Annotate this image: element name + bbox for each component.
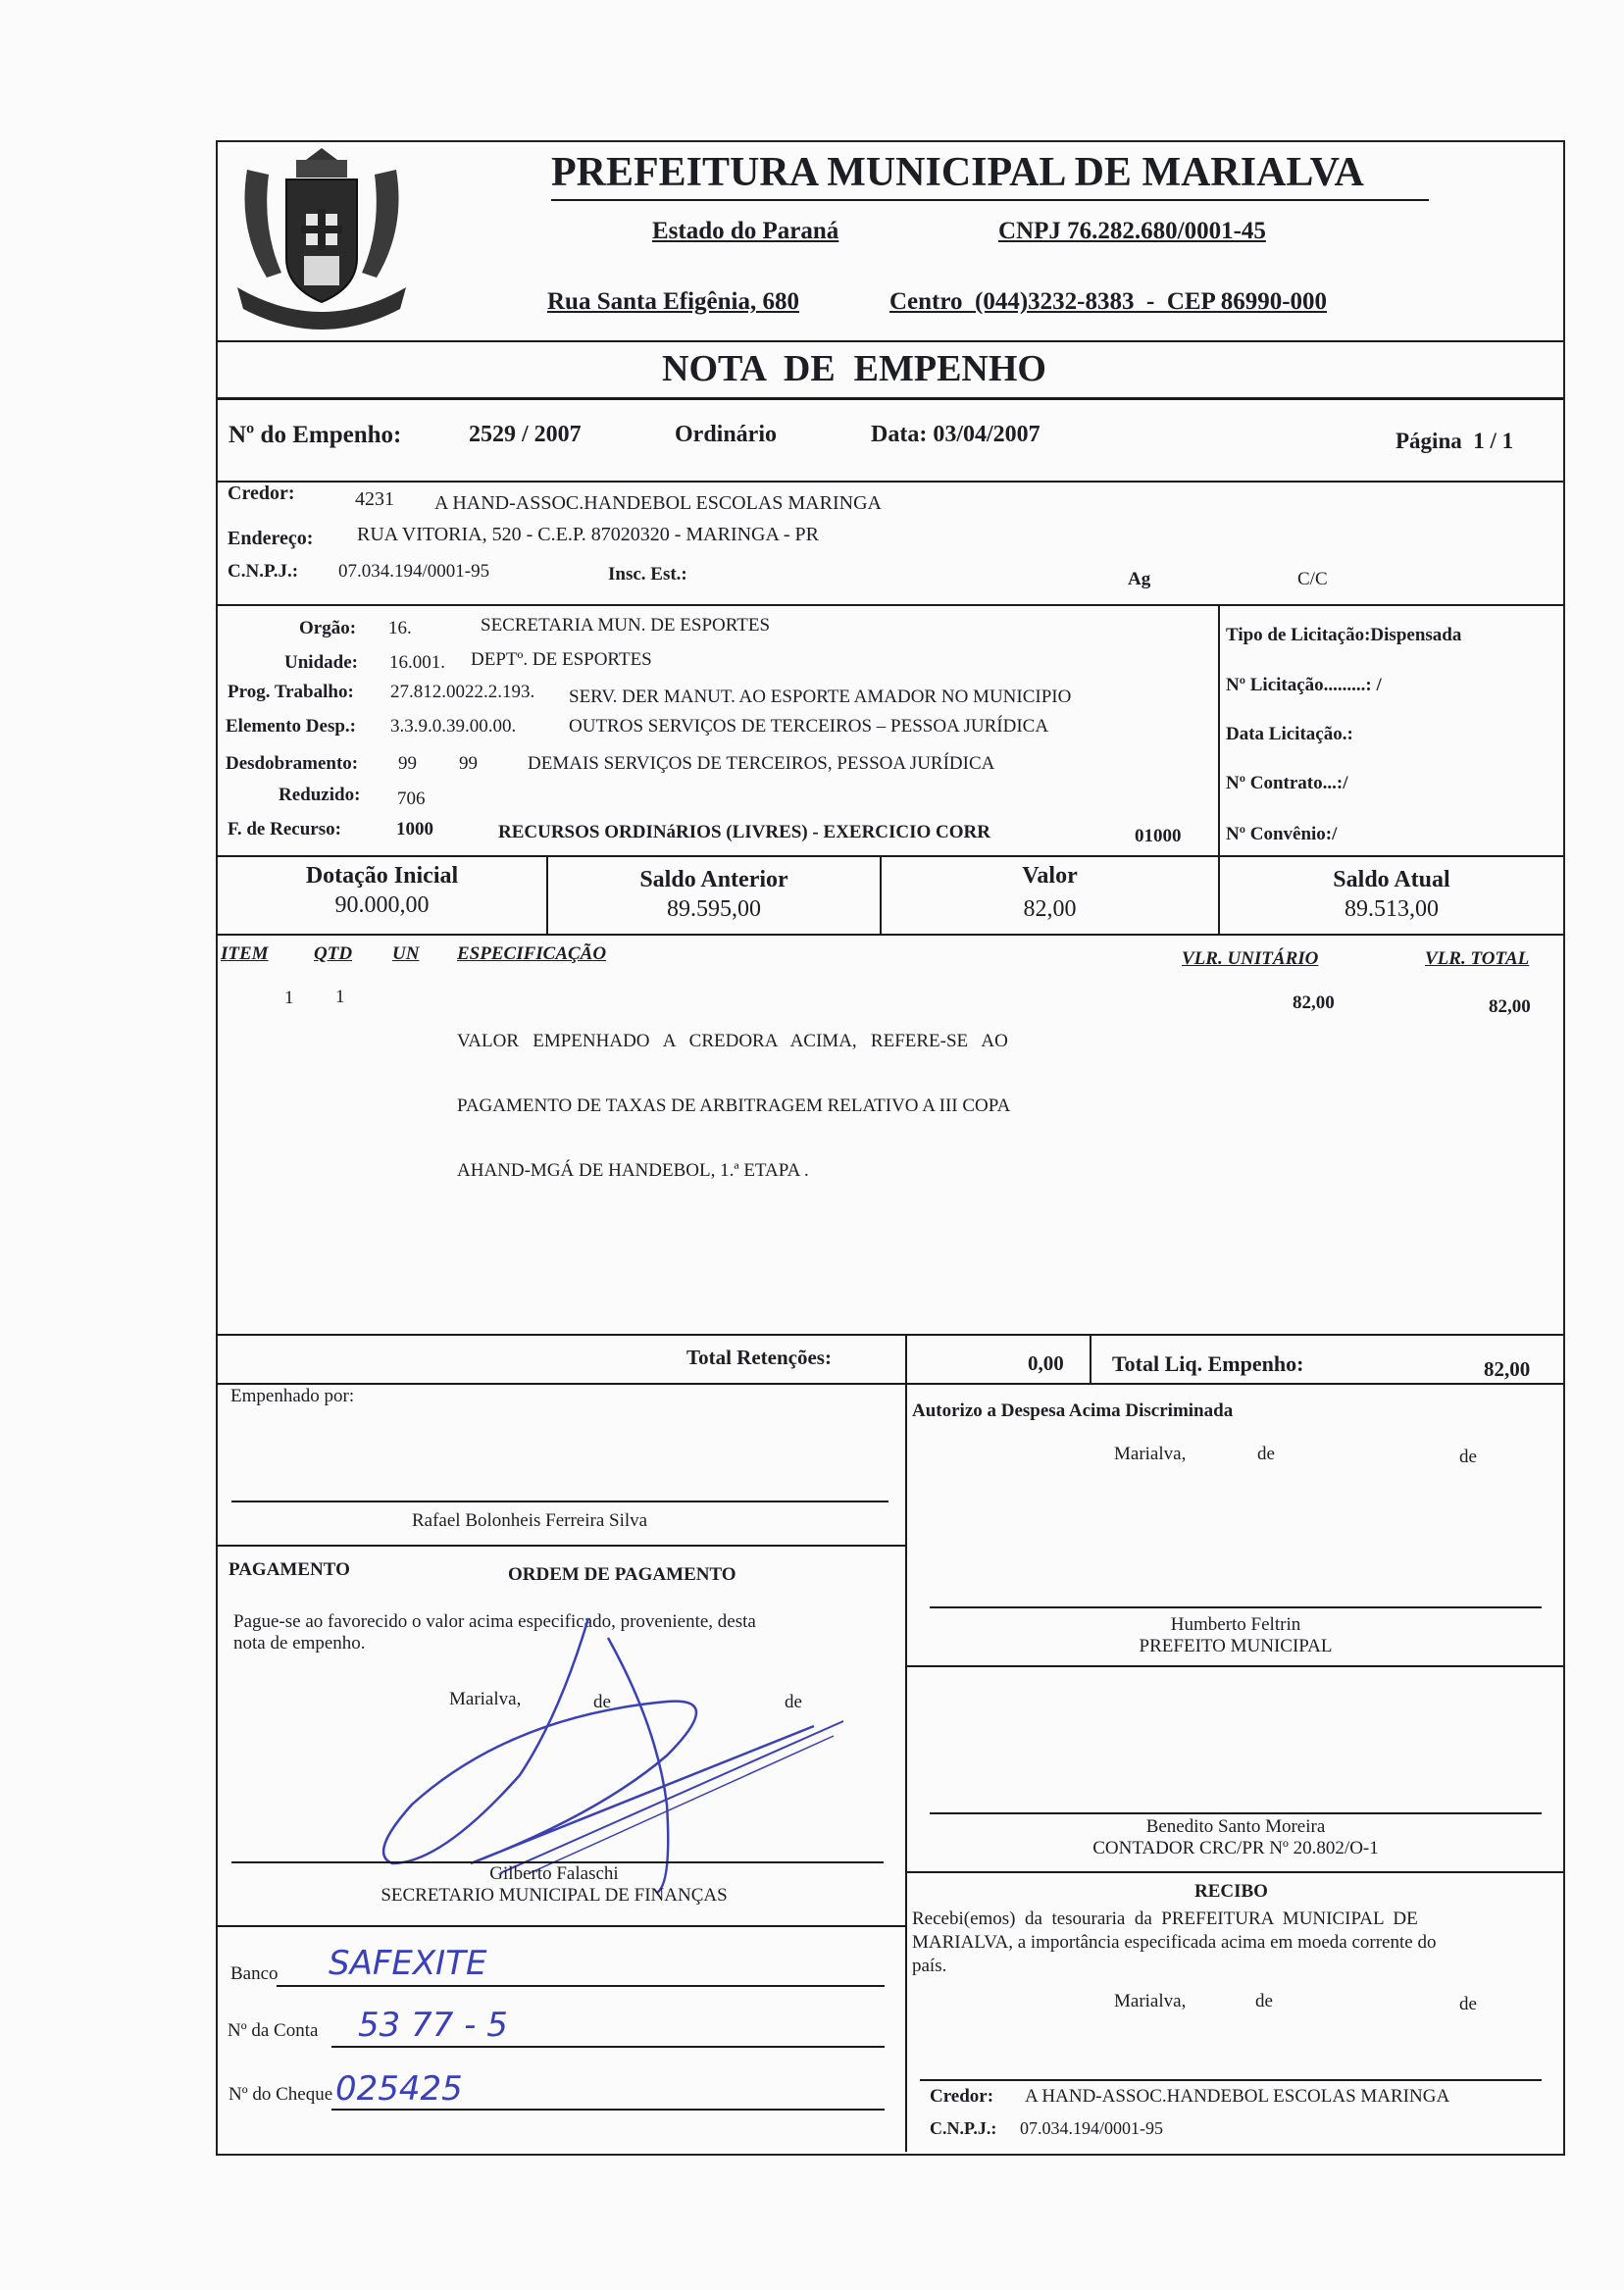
conta-value: 53 77 - 5 <box>358 2006 508 2045</box>
dotacao-inicial-value: 90.000,00 <box>334 892 430 918</box>
col-header-vlr-total: VLR. TOTAL <box>1425 948 1530 969</box>
secretario-cargo: SECRETARIO MUNICIPAL DE FINANÇAS <box>381 1885 728 1906</box>
recibo-cnpj: 07.034.194/0001-95 <box>1020 2118 1163 2138</box>
credor-code: 4231 <box>355 488 394 510</box>
coat-of-arms-emblem <box>228 140 416 332</box>
elemento-code: 3.3.9.0.39.00.00. <box>390 716 517 737</box>
ordem-pagamento-label: ORDEM DE PAGAMENTO <box>508 1564 736 1585</box>
divider <box>216 1334 1563 1336</box>
recibo-local: Marialva, <box>1114 1991 1187 2011</box>
reduzido-label: Reduzido: <box>279 785 361 805</box>
page-number: Página 1 / 1 <box>1396 429 1514 453</box>
title-underline <box>551 199 1429 201</box>
numero-licitacao: Nº Licitação.........: / <box>1226 675 1382 695</box>
credor-name: A HAND-ASSOC.HANDEBOL ESCOLAS MARINGA <box>434 492 882 514</box>
contador-cargo: CONTADOR CRC/PR Nº 20.802/O-1 <box>1092 1838 1379 1858</box>
prefeito-cargo: PREFEITO MUNICIPAL <box>1139 1636 1333 1656</box>
recibo-credor-label: Credor: <box>930 2086 994 2107</box>
orgao-name: SECRETARIA MUN. DE ESPORTES <box>481 615 771 636</box>
recibo-texto-line1: Recebi(emos) da tesouraria da PREFEITURA MUNICIPAL DE <box>912 1908 1418 1929</box>
empenho-number-label: Nº do Empenho: <box>228 422 402 448</box>
conta-line <box>331 2046 885 2048</box>
fonte-recurso-code: 1000 <box>396 819 433 840</box>
reduzido-value: 706 <box>397 789 426 809</box>
numero-convenio: Nº Convênio:/ <box>1226 824 1338 844</box>
row-qtd: 1 <box>335 987 345 1007</box>
unidade-code: 16.001. <box>389 652 445 673</box>
document-title: NOTA DE EMPENHO <box>662 348 1046 389</box>
fonte-recurso-code2: 01000 <box>1135 826 1182 846</box>
desdobramento-label: Desdobramento: <box>226 753 359 774</box>
data-licitacao: Data Licitação.: <box>1226 724 1353 744</box>
row-especificacao-line1: VALOR EMPENHADO A CREDORA ACIMA, REFERE-SE AO <box>457 1031 1008 1051</box>
recibo-cnpj-label: C.N.P.J.: <box>930 2118 997 2138</box>
valor-label: Valor <box>1022 863 1078 889</box>
valor-value: 82,00 <box>1023 896 1077 922</box>
vertical-divider <box>905 1383 907 2152</box>
recibo-de1: de <box>1255 1991 1273 2011</box>
row-especificacao-line3: AHAND-MGÁ DE HANDEBOL, 1.ª ETAPA . <box>457 1160 809 1181</box>
insc-est-label: Insc. Est.: <box>608 564 687 585</box>
divider <box>907 1871 1563 1873</box>
conta-label: Nº da Conta <box>228 2020 319 2041</box>
col-header-especificacao: ESPECIFICAÇÃO <box>457 943 607 964</box>
agencia-label: Ag <box>1128 569 1151 589</box>
recibo-credor-nome: A HAND-ASSOC.HANDEBOL ESCOLAS MARINGA <box>1025 2086 1450 2107</box>
signature-line <box>930 1606 1542 1608</box>
desdobramento-name: DEMAIS SERVIÇOS DE TERCEIROS, PESSOA JURÍDICA <box>528 753 995 774</box>
estado: Estado do Paraná <box>652 218 839 244</box>
pagamento-texto-line2: nota de empenho. <box>233 1633 366 1654</box>
prefeito-nome: Humberto Feltrin <box>1170 1614 1301 1635</box>
recibo-de2: de <box>1459 1994 1477 2014</box>
recibo-label: RECIBO <box>1194 1881 1268 1902</box>
pagamento-de1: de <box>593 1692 611 1712</box>
saldo-atual-value: 89.513,00 <box>1345 896 1439 922</box>
autorizo-de1: de <box>1257 1444 1275 1464</box>
vertical-divider <box>905 1334 907 1385</box>
prog-trabalho-code: 27.812.0022.2.193. <box>390 682 535 702</box>
prefeito-block <box>907 1614 1564 1657</box>
fonte-recurso-name: RECURSOS ORDINáRIOS (LIVRES) - EXERCICIO CORR <box>498 822 990 842</box>
page-title: PREFEITURA MUNICIPAL DE MARIALVA <box>551 150 1364 195</box>
empenho-type: Ordinário <box>675 422 778 447</box>
banco-label: Banco <box>230 1963 279 1984</box>
divider <box>216 340 1563 342</box>
divider <box>216 1545 906 1547</box>
tipo-licitacao: Tipo de Licitação:Dispensada <box>1226 625 1462 645</box>
contador-nome: Benedito Santo Moreira <box>1145 1816 1326 1837</box>
empenho-date: Data: 03/04/2007 <box>871 422 1040 447</box>
pagamento-texto-line1: Pague-se ao favorecido o valor acima especificado, proveniente, desta <box>233 1611 756 1632</box>
pagamento-label: PAGAMENTO <box>228 1559 350 1580</box>
recibo-texto-line2: MARIALVA, a importância especificada acima em moeda corrente do <box>912 1932 1437 1953</box>
unidade-label: Unidade: <box>284 652 358 673</box>
endereco-prefeitura: Rua Santa Efigênia, 680 <box>547 288 799 315</box>
recibo-texto <box>912 1908 1545 1978</box>
cheque-line <box>331 2109 885 2111</box>
dotacao-inicial-label: Dotação Inicial <box>305 863 459 889</box>
pagamento-local: Marialva, <box>449 1689 522 1709</box>
col-header-un: UN <box>392 943 420 964</box>
numero-contrato: Nº Contrato...:/ <box>1226 773 1348 793</box>
row-especificacao-line2: PAGAMENTO DE TAXAS DE ARBITRAGEM RELATIVO A III COPA <box>457 1095 1011 1116</box>
divider <box>216 855 1563 857</box>
endereco-label: Endereço: <box>228 528 314 549</box>
empenho-number: 2529 / 2007 <box>469 422 582 447</box>
signature-line <box>920 2079 1542 2081</box>
divider <box>216 934 1563 936</box>
orgao-code: 16. <box>388 618 412 638</box>
total-retencoes-value: 0,00 <box>1028 1351 1064 1375</box>
saldo-atual-label: Saldo Atual <box>1333 867 1450 892</box>
saldo-anterior-value: 89.595,00 <box>667 896 761 922</box>
empenhado-por-nome: Rafael Bolonheis Ferreira Silva <box>412 1510 648 1531</box>
orgao-label: Orgão: <box>299 618 357 638</box>
row-item: 1 <box>284 988 294 1008</box>
recibo-texto-line3: país. <box>912 1956 947 1976</box>
divider <box>216 1925 906 1927</box>
divider <box>216 1383 1563 1385</box>
col-header-qtd: QTD <box>314 943 353 964</box>
col-header-vlr-unitario: VLR. UNITÁRIO <box>1182 948 1319 969</box>
divider <box>907 1665 1563 1667</box>
conta-corrente-label: C/C <box>1297 569 1328 589</box>
contato-prefeitura: Centro (044)3232-8383 - CEP 86990-000 <box>889 288 1328 315</box>
cnpj-prefeitura: CNPJ 76.282.680/0001-45 <box>998 218 1266 244</box>
total-retencoes-label: Total Retenções: <box>686 1346 832 1369</box>
vertical-divider <box>1090 1334 1091 1385</box>
cheque-value: 025425 <box>335 2069 463 2109</box>
credor-cnpj: 07.034.194/0001-95 <box>338 561 490 582</box>
elemento-label: Elemento Desp.: <box>226 716 356 737</box>
banco-line <box>277 1985 885 1987</box>
pagamento-de2: de <box>785 1692 802 1712</box>
signature-line <box>231 1501 888 1502</box>
autorizo-de2: de <box>1459 1447 1477 1467</box>
divider <box>216 397 1563 400</box>
desdobramento-code1: 99 <box>398 753 417 774</box>
signature-line <box>930 1812 1542 1814</box>
credor-label: Credor: <box>228 483 295 504</box>
credor-address: RUA VITORIA, 520 - C.E.P. 87020320 - MARINGA - PR <box>357 524 819 545</box>
contador-block <box>907 1816 1564 1859</box>
col-header-item: ITEM <box>221 943 269 964</box>
secretario-block <box>221 1863 888 1907</box>
cnpj-label: C.N.P.J.: <box>228 561 299 582</box>
row-especificacao <box>457 988 1010 1225</box>
saldo-anterior-label: Saldo Anterior <box>639 867 788 892</box>
total-liquido-value: 82,00 <box>1484 1357 1531 1381</box>
autorizo-local: Marialva, <box>1114 1444 1187 1464</box>
prog-trabalho-label: Prog. Trabalho: <box>228 682 354 702</box>
desdobramento-code2: 99 <box>459 753 478 774</box>
fonte-recurso-label: F. de Recurso: <box>228 819 341 840</box>
unidade-name: DEPTº. DE ESPORTES <box>471 649 652 670</box>
divider <box>216 604 1563 606</box>
empenhado-por-label: Empenhado por: <box>230 1386 355 1406</box>
cheque-label: Nº do Cheque <box>228 2084 333 2105</box>
divider <box>216 481 1563 483</box>
elemento-name: OUTROS SERVIÇOS DE TERCEIROS – PESSOA JURÍDICA <box>569 716 1049 737</box>
secretario-nome: Gilberto Falaschi <box>489 1863 619 1884</box>
vertical-divider <box>1218 604 1220 856</box>
autorizo-label: Autorizo a Despesa Acima Discriminada <box>912 1400 1234 1421</box>
row-vlr-total: 82,00 <box>1489 996 1531 1017</box>
prog-trabalho-name: SERV. DER MANUT. AO ESPORTE AMADOR NO MUNICIPIO <box>569 687 1072 707</box>
banco-value: SAFEXITE <box>329 1944 487 1983</box>
row-vlr-unitario: 82,00 <box>1293 992 1335 1013</box>
total-liquido-label: Total Liq. Empenho: <box>1112 1351 1304 1376</box>
